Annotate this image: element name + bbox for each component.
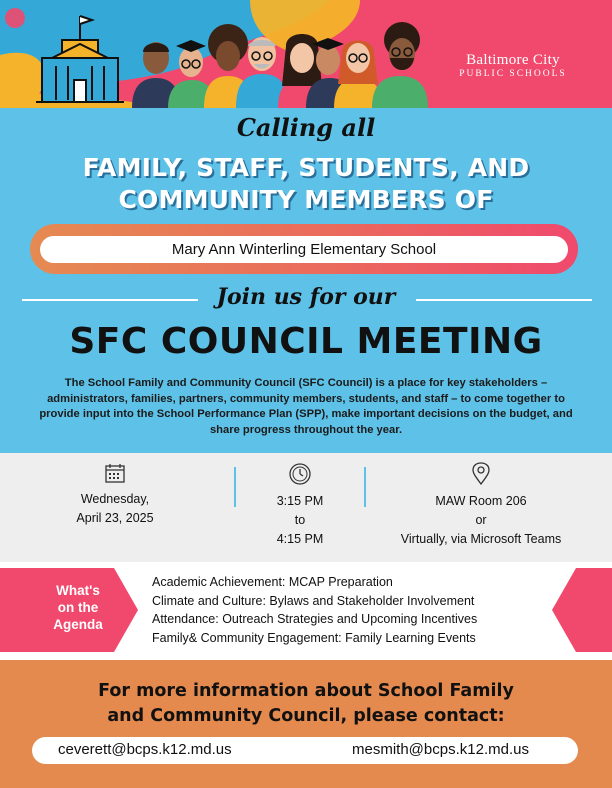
location-virtual: Virtually, via Microsoft Teams (400, 532, 562, 546)
agenda-item: Family& Community Engagement: Family Learning Events (152, 630, 476, 645)
calendar-icon (104, 462, 126, 484)
school-name: Mary Ann Winterling Elementary School (40, 236, 568, 263)
agenda-label-line: Agenda (53, 617, 103, 632)
audience-headline (0, 152, 612, 216)
headline-line: COMMUNITY MEMBERS OF (118, 185, 494, 214)
details-divider (364, 467, 366, 507)
district-name: Baltimore City (466, 52, 560, 68)
agenda-right-shape (0, 568, 612, 652)
time-block (250, 462, 350, 549)
agenda-item: Academic Achievement: MCAP Preparation (152, 575, 393, 589)
meeting-title: SFC COUNCIL MEETING (69, 321, 543, 362)
headline-line: FAMILY, STAFF, STUDENTS, AND (82, 153, 530, 182)
contact-heading (0, 679, 612, 729)
start-time: 3:15 PM (276, 494, 324, 508)
contact-heading-line: For more information about School Family (98, 681, 514, 701)
council-description: The School Family and Community Council (SFC Council) is a place for key stakeholders – administrators, families, partners, community members, students, and staff – to come together to provide input into the School Performance Plan (SPP), make important decisions on the budget, and share progress throughout the year. (39, 377, 573, 436)
district-logo (428, 52, 598, 80)
location-block (378, 462, 584, 549)
end-time: 4:15 PM (276, 532, 324, 546)
intro-text: Calling all (236, 113, 376, 142)
agenda-label-line: on the (57, 600, 99, 615)
district-subtitle: PUBLIC SCHOOLS (459, 69, 567, 79)
date-weekday: Wednesday, (80, 492, 150, 506)
agenda-item: Climate and Culture: Bylaws and Stakeholder Involvement (152, 593, 475, 608)
join-text: Join us for our (216, 284, 396, 310)
contact-email[interactable]: ceverett@bcps.k12.md.us (58, 741, 232, 758)
location-separator: or (475, 513, 487, 527)
agenda-item: Attendance: Outreach Strategies and Upcoming Incentives (152, 612, 478, 626)
date-block (50, 462, 180, 528)
time-separator: to (294, 513, 306, 527)
location-room: MAW Room 206 (435, 494, 527, 508)
header-banner (0, 0, 612, 108)
clock-icon (288, 462, 312, 486)
date-value: April 23, 2025 (76, 511, 154, 525)
contact-heading-line: and Community Council, please contact: (107, 706, 505, 726)
contact-email[interactable]: mesmith@bcps.k12.md.us (352, 741, 529, 758)
details-divider (234, 467, 236, 507)
location-pin-icon (470, 462, 492, 486)
agenda-label-line: What's (56, 583, 100, 598)
